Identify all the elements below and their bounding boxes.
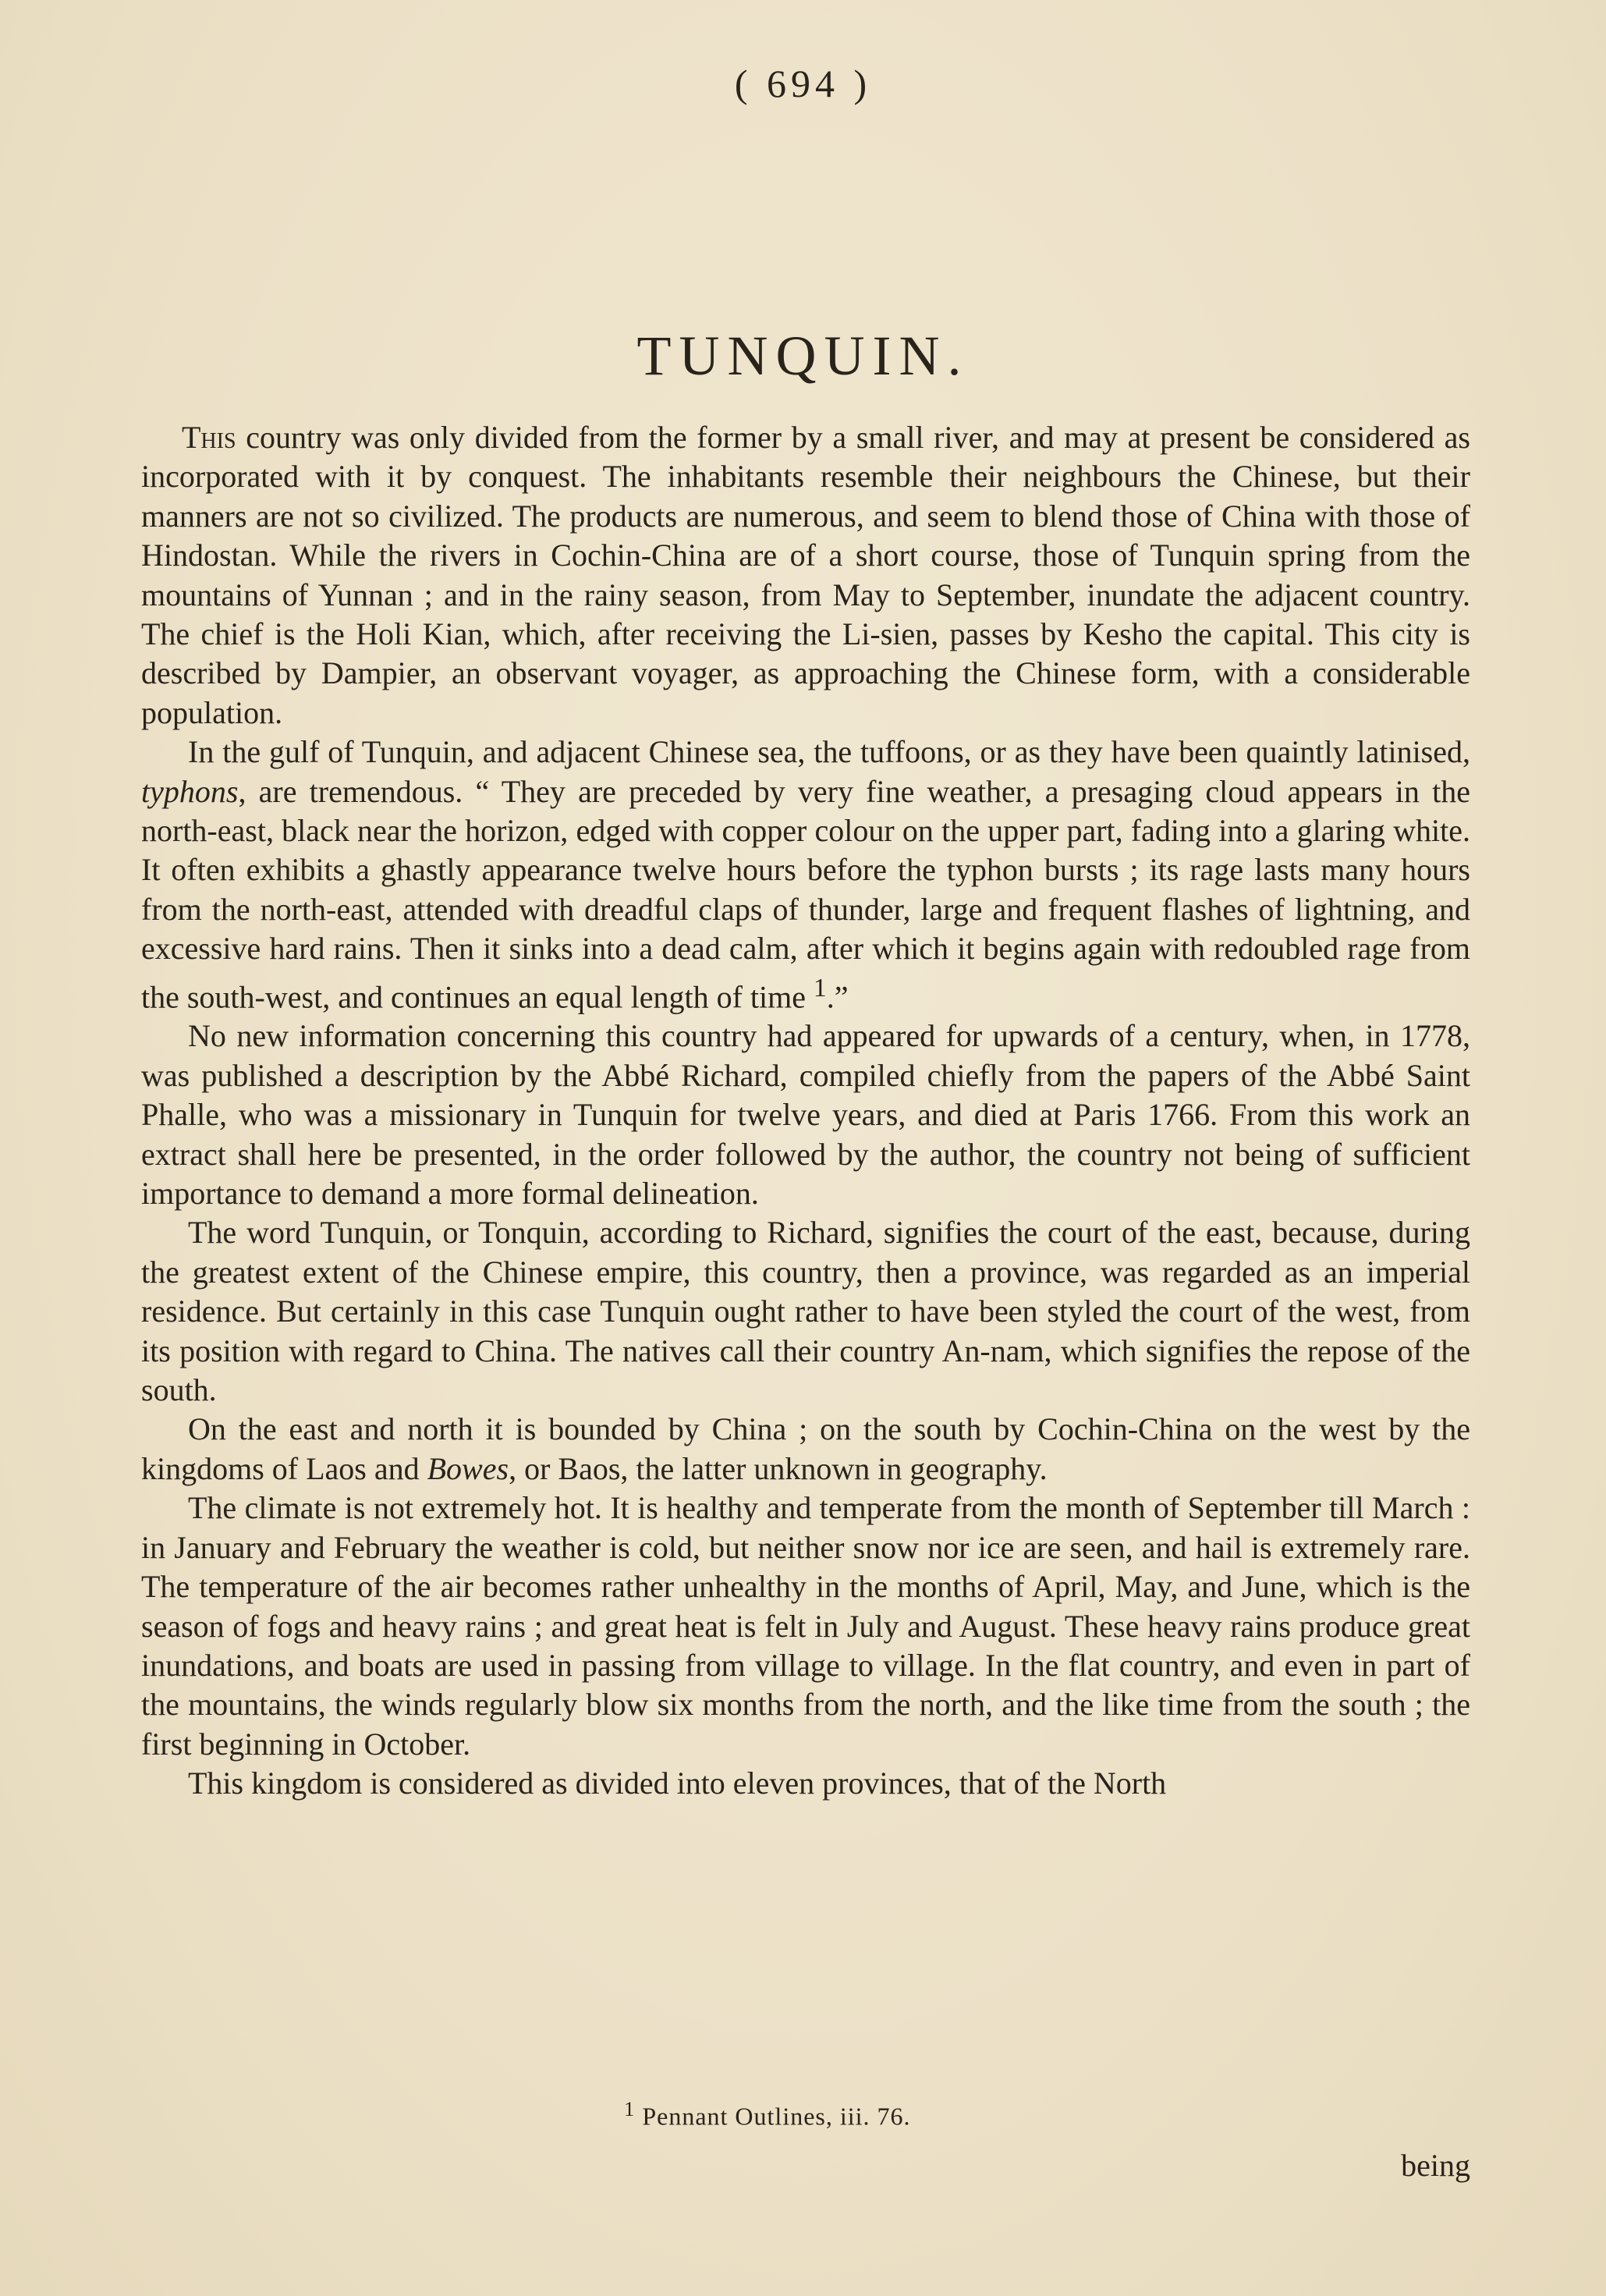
paragraph-7: This kingdom is considered as divided into eleven provinces, that of the North (188, 1765, 1167, 1801)
paragraph-5-text-after: , or Baos, the latter unknown in geography. (509, 1450, 1048, 1486)
paragraph-2-close-quote: .” (826, 979, 849, 1015)
paragraph-3: No new information concerning this country had appeared for upwards of a century, when, in 1778, was published a description by the Abbé Richard, compiled chiefly from the papers of the Abbé Saint Phalle, who was a missionary in Tunquin for twelve years, and died at Paris 1766. From this work an extract shall here be presented, in the order followed by the author, the country not being of sufficient importance to demand a more formal delineation. (141, 1018, 1470, 1212)
page-number: ( 694 ) (734, 62, 872, 105)
catchword: being (1401, 2148, 1470, 2183)
paragraph-2-text-before: In the gulf of Tunquin, and adjacent Chinese sea, the tuffoons, or as they have been quaintly latinised, (188, 734, 1470, 770)
paragraph-2-text-after: , are tremendous. “ They are preceded by very fine weather, a presaging cloud appears in the north-east, black near the horizon, edged with copper colour on the upper part, fading into a glaring white. It often exhibits a ghastly appearance twelve hours before the typhon bursts ; its rage lasts many hours from the north-east, attended with dreadful claps of thunder, large and frequent flashes of lightning, and excessive hard rains. Then it sinks into a dead calm, after which it begins again with redoubled rage from the south-west, and continues an equal length of time (141, 773, 1470, 1015)
footnote-text: Pennant Outlines, iii. 76. (642, 2102, 911, 2131)
footnote (624, 2097, 911, 2131)
paragraph-1-lead: This (182, 420, 236, 455)
paragraph-4: The word Tunquin, or Tonquin, according to Richard, signifies the court of the east, because, during the greatest extent of the Chinese empire, this country, then a province, was regarded as an imperial residence. But certainly in this case Tunquin ought rather to have been styled the court of the west, from its position with regard to China. The natives call their country An-nam, which signifies the repose of the south. (141, 1215, 1470, 1408)
paragraph-5-text-before: On the east and north it is bounded by China ; on the south by Cochin-China on the west by the kingdoms of Laos and (141, 1411, 1470, 1486)
body-text (141, 418, 1470, 1804)
paragraph-2 (141, 733, 1470, 1017)
paragraph-5 (141, 1410, 1470, 1489)
footnote-marker: 1 (624, 2097, 636, 2120)
paragraph-1 (141, 418, 1470, 733)
paragraph-5-italic-bowes: Bowes (427, 1450, 509, 1486)
paragraph-2-italic-typhons: typhons (141, 773, 239, 809)
footnote-reference: 1 (814, 973, 827, 1003)
paragraph-6: The climate is not extremely hot. It is healthy and temperate from the month of September till March : in January and February the weather is cold, but neither snow nor ice are seen, and hail is extremely rare. The temperature of the air becomes rather unhealthy in the months of April, May, and June, which is the season of fogs and heavy rains ; and great heat is felt in July and August. These heavy rains produce great inundations, and boats are used in passing from village to village. In the flat country, and even in part of the mountains, the winds regularly blow six months from the north, and the like time from the south ; the first beginning in October. (141, 1490, 1470, 1762)
chapter-title: TUNQUIN. (636, 325, 970, 387)
paragraph-1-text: country was only divided from the former by a small river, and may at present be considered as incorporated with it by conquest. The inhabitants resemble their neighbours the Chinese, but their manners are not so civilized. The products are numerous, and seem to blend those of China with those of Hindostan. While the rivers in Cochin-China are of a short course, those of Tunquin spring from the mountains of Yunnan ; and in the rainy season, from May to September, inundate the adjacent country. The chief is the Holi Kian, which, after receiving the Li-sien, passes by Kesho the capital. This city is described by Dampier, an observant voyager, as approaching the Chinese form, with a considerable population. (141, 420, 1470, 730)
